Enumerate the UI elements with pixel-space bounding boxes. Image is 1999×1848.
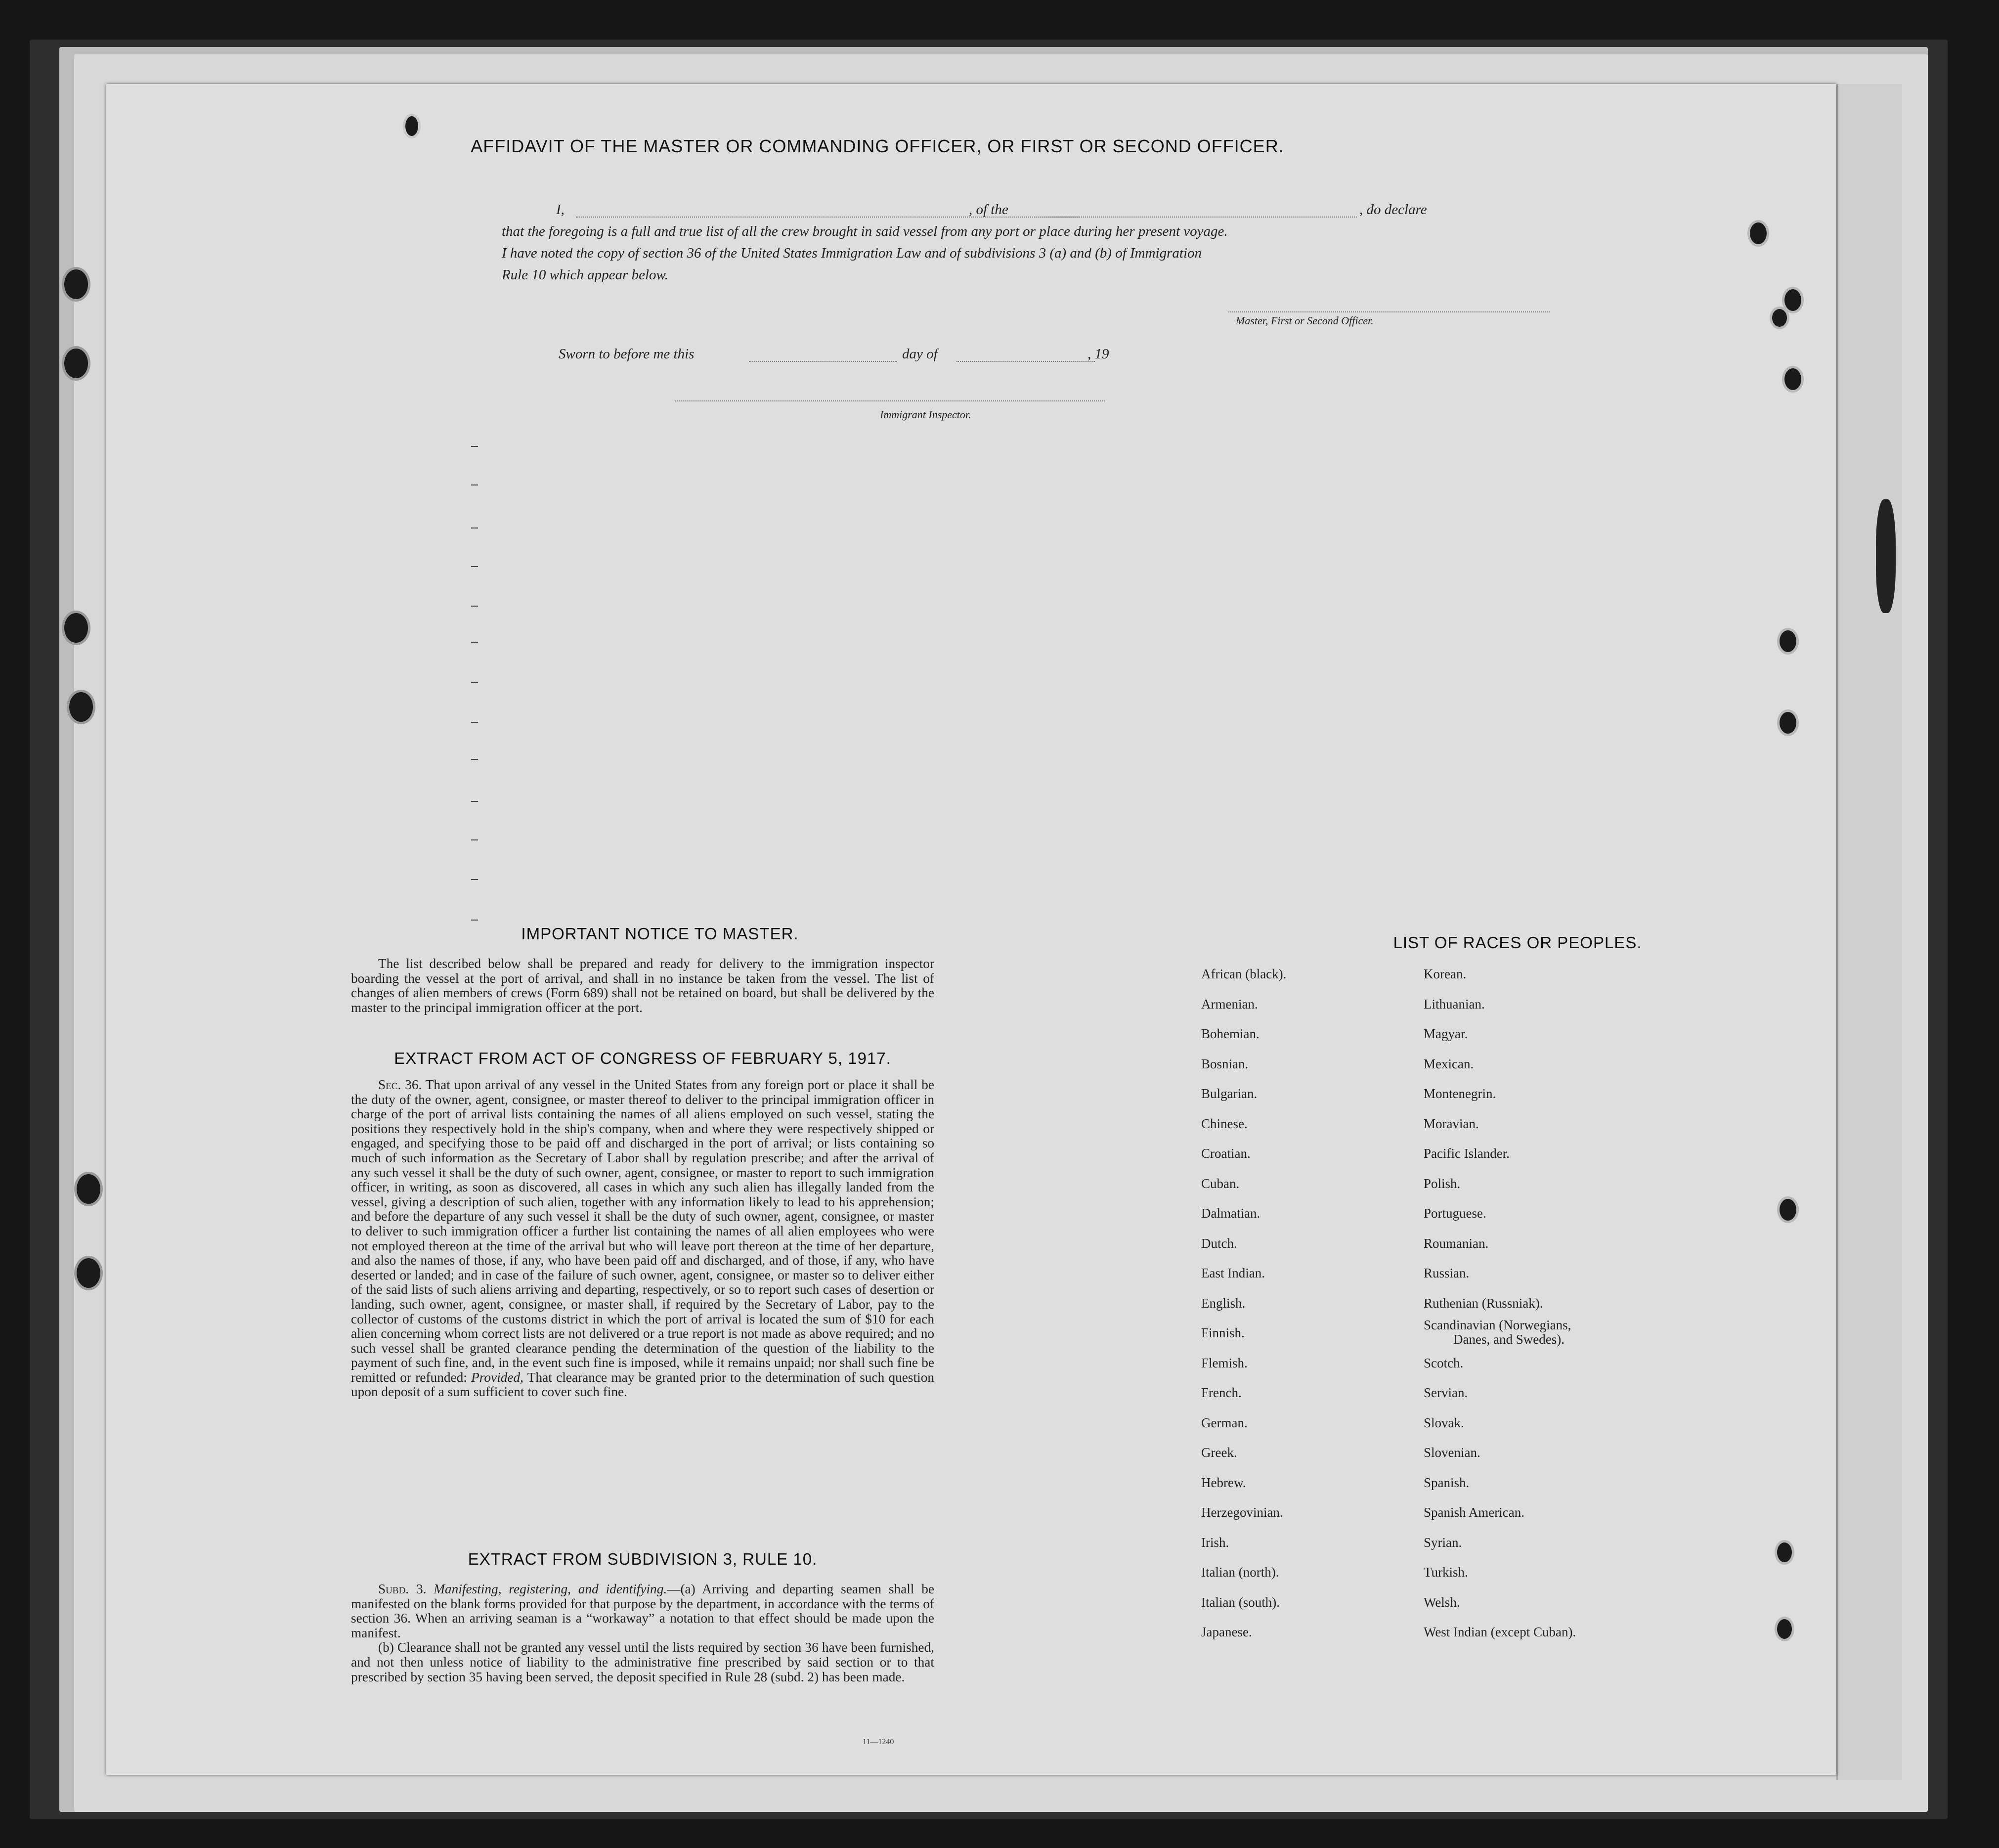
manifest-page bbox=[106, 84, 1836, 1775]
affidavit-title: AFFIDAVIT OF THE MASTER OR COMMANDING OFFICER, OR FIRST OR SECOND OFFICER. bbox=[471, 136, 1284, 156]
race-item: Bohemian. bbox=[1201, 1026, 1260, 1041]
race-item: Chinese. bbox=[1201, 1116, 1248, 1131]
race-item: Japanese. bbox=[1201, 1625, 1252, 1639]
affidavit-line-4: Rule 10 which appear below. bbox=[502, 267, 668, 283]
extract-act-body bbox=[351, 1078, 934, 1400]
row-dash bbox=[471, 920, 478, 921]
row-dash bbox=[471, 566, 478, 567]
row-dash bbox=[471, 722, 478, 723]
race-item: German. bbox=[1201, 1415, 1248, 1430]
right-hole-icon bbox=[1770, 307, 1789, 329]
binder-hole-icon bbox=[62, 611, 90, 645]
race-item: Irish. bbox=[1201, 1535, 1229, 1550]
row-dash bbox=[471, 606, 478, 607]
race-item: Scandinavian (Norwegians, bbox=[1424, 1318, 1571, 1332]
race-item: Magyar. bbox=[1424, 1026, 1468, 1041]
extract-rule-title: EXTRACT FROM SUBDIVISION 3, RULE 10. bbox=[468, 1550, 818, 1568]
row-dash bbox=[471, 759, 478, 760]
race-item: Italian (north). bbox=[1201, 1565, 1279, 1580]
race-item-continued: Danes, and Swedes). bbox=[1453, 1332, 1564, 1347]
ink-mark bbox=[1876, 499, 1896, 613]
race-item: Dalmatian. bbox=[1201, 1206, 1260, 1221]
race-item: East Indian. bbox=[1201, 1266, 1265, 1280]
race-item: Flemish. bbox=[1201, 1355, 1248, 1370]
right-hole-icon bbox=[1775, 1617, 1794, 1641]
binder-hole-icon bbox=[74, 1256, 103, 1290]
sec-text: That upon arrival of any vessel in the United States from any foreign port or place it shall be the duty of the owner, agent, consignee, or master thereof to deliver to the principal immigration officer in charge of the port of arrival lists containing the names of all aliens employed on such vessel, stating the positions they respectively hold in the ship's company, when and where they were respectively shipped or engaged, and specifying those to be paid off and discharged in the port of arrival; or lists containing so much of such information as the Secretary of Labor shall by regulation prescribe; and after the arrival of any such vessel it shall be the duty of such owner, agent, consignee, or master to report to such immigration officer, in writing, as soon as discovered, all cases in which any such alien has illegally landed from the vessel, giving a description of such alien, together with any information likely to lead to his apprehension; and before the departure of any such vessel it shall be the duty of such owner, agent, consignee, or master to deliver to such immigration officer a further list containing the names of all alien employees who were not employed thereon at the time of the arrival but who will leave port thereon at the time of her departure, and also the names of those, if any, who have been paid off and discharged, and of those, if any, who have deserted or landed; and in case of the failure of such owner, agent, consignee, or master so to deliver either of the said lists of such aliens arriving and departing, respectively, or so to report such cases of desertion or landing, such owner, agent, consignee, or master shall, if required by the Secretary of Labor, pay to the collector of customs of the customs district in which the port of arrival is located the sum of $10 for each alien concerning whom correct lists are not delivered or a true report is not made as above required; and no such vessel shall be granted clearance pending the determination of the question of the liability to the payment of such fine, and, in the event such fine is imposed, while it remains unpaid; nor shall such fine be remitted or refunded: bbox=[351, 1077, 934, 1385]
races-left-column bbox=[1201, 959, 1286, 1647]
subd-text-b: (b) Clearance shall not be granted any vessel until the lists required by section 36 have been furnished, and not then unless notice of liability to the administrative fine prescribed by said section or to that prescribed by section 35 having been served, the deposit specified in Rule 28 (subd. 2) has been made. bbox=[351, 1640, 934, 1684]
provided-label: Provided, bbox=[471, 1369, 523, 1385]
race-item: Hebrew. bbox=[1201, 1475, 1246, 1490]
right-hole-icon bbox=[1782, 366, 1804, 393]
binder-hole-icon bbox=[74, 1172, 103, 1206]
race-item: Turkish. bbox=[1424, 1565, 1468, 1580]
race-item: Ruthenian (Russniak). bbox=[1424, 1295, 1543, 1311]
form-number: 11—1240 bbox=[863, 1738, 894, 1746]
race-item: Bulgarian. bbox=[1201, 1086, 1258, 1101]
subd-text-a: —(a) Arriving and departing seamen shall be manifested on the blank forms provided for that purpose by the department, in accordance with the terms of section 36. When an arriving seaman is a “workaway” a notation to that effect should be made upon the manifest. bbox=[351, 1582, 934, 1640]
notice-text: The list described below shall be prepared and ready for delivery to the immigration inspector boarding the vessel at the port of arrival, and shall in no instance be taken from the vessel. The list of changes of alien members of crews (Form 689) shall not be retained on board, but shall be delivered by the master to the principal immigration officer at the port. bbox=[351, 956, 934, 1015]
race-item: Servian. bbox=[1424, 1385, 1468, 1400]
row-dash bbox=[471, 879, 478, 880]
race-item: Montenegrin. bbox=[1424, 1086, 1496, 1101]
race-item: Russian. bbox=[1424, 1266, 1470, 1280]
row-dash bbox=[471, 801, 478, 802]
inspector-label: Immigrant Inspector. bbox=[880, 408, 971, 421]
sworn-prefix: Sworn to before me this bbox=[559, 346, 695, 362]
race-item: Moravian. bbox=[1424, 1116, 1479, 1131]
binder-hole-icon bbox=[62, 346, 90, 381]
right-hole-icon bbox=[1747, 220, 1769, 247]
row-dash bbox=[471, 642, 478, 643]
subd-label: Subd. 3. bbox=[378, 1582, 427, 1596]
race-item: Cuban. bbox=[1201, 1176, 1240, 1191]
right-hole-icon bbox=[1777, 709, 1799, 736]
row-dash bbox=[471, 484, 478, 485]
race-item: Spanish. bbox=[1424, 1475, 1470, 1490]
race-item: Korean. bbox=[1424, 967, 1467, 981]
race-item: Croatian. bbox=[1201, 1146, 1251, 1161]
signature-label: Master, First or Second Officer. bbox=[1236, 314, 1374, 327]
sworn-day-of: day of bbox=[902, 346, 938, 362]
row-dash bbox=[471, 682, 478, 683]
right-hole-icon bbox=[1777, 628, 1799, 655]
race-item: Herzegovinian. bbox=[1201, 1505, 1283, 1520]
race-item: Mexican. bbox=[1424, 1056, 1474, 1071]
affidavit-line-2: that the foregoing is a full and true list of all the crew brought in said vessel from any port or place during her present voyage. bbox=[502, 223, 1228, 239]
race-item: Scotch. bbox=[1424, 1355, 1464, 1370]
affidavit-do-declare: , do declare bbox=[1359, 202, 1427, 218]
sworn-day-blank bbox=[749, 361, 897, 362]
race-item: Pacific Islander. bbox=[1424, 1146, 1510, 1161]
extract-rule-body bbox=[351, 1582, 934, 1684]
race-item: Dutch. bbox=[1201, 1235, 1237, 1251]
subd-heading: Manifesting, registering, and identifying. bbox=[434, 1582, 667, 1596]
binder-hole-icon bbox=[62, 267, 90, 302]
race-item: Lithuanian. bbox=[1424, 996, 1485, 1012]
race-item: Armenian. bbox=[1201, 996, 1258, 1012]
extract-act-title: EXTRACT FROM ACT OF CONGRESS OF FEBRUARY 5, 1917. bbox=[394, 1049, 891, 1067]
race-item: Italian (south). bbox=[1201, 1594, 1280, 1610]
inspector-blank-line bbox=[675, 400, 1105, 401]
affidavit-line-3: I have noted the copy of section 36 of the United States Immigration Law and of subdivisions 3 (a) and (b) of Immigration bbox=[502, 245, 1202, 261]
race-item: Syrian. bbox=[1424, 1535, 1462, 1550]
signature-blank-line bbox=[1228, 311, 1550, 312]
race-item-scandinavian bbox=[1424, 1318, 1576, 1348]
race-item: West Indian (except Cuban). bbox=[1424, 1625, 1576, 1639]
row-dash bbox=[471, 446, 478, 447]
race-item: Finnish. bbox=[1201, 1325, 1245, 1340]
race-item: English. bbox=[1201, 1295, 1246, 1311]
underlying-page-strip bbox=[1836, 84, 1902, 1780]
sworn-month-blank bbox=[956, 361, 1095, 362]
races-title: LIST OF RACES OR PEOPLES. bbox=[1393, 933, 1642, 952]
race-item: Slovenian. bbox=[1424, 1445, 1480, 1460]
affidavit-i-label: I, bbox=[556, 202, 565, 218]
race-item: Greek. bbox=[1201, 1445, 1237, 1460]
right-hole-icon bbox=[1777, 1196, 1799, 1223]
sworn-year: , 19 bbox=[1087, 346, 1109, 362]
race-item: Bosnian. bbox=[1201, 1056, 1249, 1071]
binder-hole-icon bbox=[67, 690, 95, 724]
race-item: Welsh. bbox=[1424, 1594, 1460, 1610]
right-hole-icon bbox=[1775, 1540, 1794, 1565]
race-item: Spanish American. bbox=[1424, 1505, 1524, 1520]
race-item: Portuguese. bbox=[1424, 1206, 1486, 1221]
notice-title: IMPORTANT NOTICE TO MASTER. bbox=[521, 924, 799, 943]
races-right-column bbox=[1424, 959, 1576, 1647]
race-item: African (black). bbox=[1201, 967, 1287, 981]
race-item: Polish. bbox=[1424, 1176, 1461, 1191]
sec-label: Sec. 36. bbox=[378, 1077, 422, 1092]
top-hole-icon bbox=[403, 114, 421, 138]
race-item: Roumanian. bbox=[1424, 1235, 1489, 1251]
race-item: French. bbox=[1201, 1385, 1242, 1400]
race-item: Slovak. bbox=[1424, 1415, 1464, 1430]
row-dash bbox=[471, 839, 478, 840]
sec-text-end: That clearance may be granted prior to the determination of such question upon deposit of a sum sufficient to cover such fine. bbox=[351, 1369, 935, 1400]
vessel-blank-line bbox=[1036, 217, 1357, 218]
affidavit-of-the: , of the bbox=[969, 202, 1008, 218]
